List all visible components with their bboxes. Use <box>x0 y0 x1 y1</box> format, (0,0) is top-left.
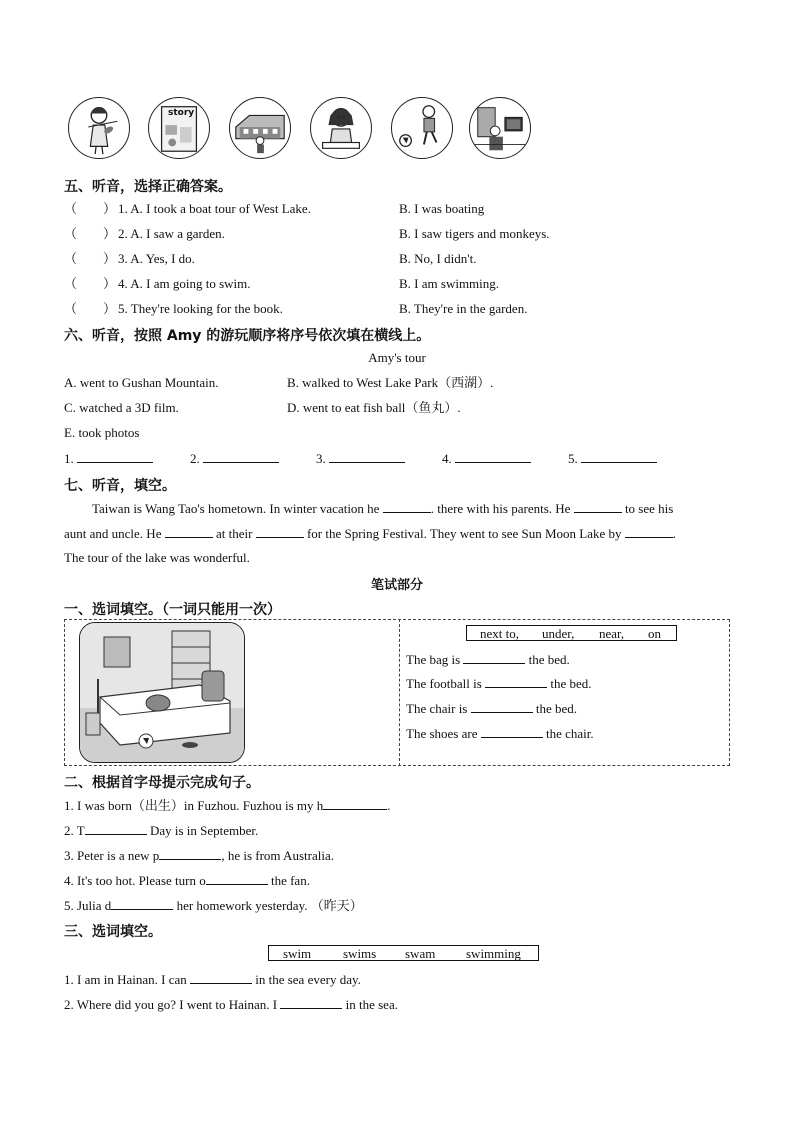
fill-sentence <box>406 725 594 742</box>
answer-line[interactable] <box>323 797 387 810</box>
word-option: next to, <box>480 626 519 641</box>
word-bank-box <box>466 625 677 641</box>
order-blank[interactable] <box>568 450 657 467</box>
answer-line[interactable] <box>383 500 431 513</box>
answer-line[interactable] <box>111 897 173 910</box>
sentence-text: the bed. <box>528 652 570 667</box>
question-option-b: B. I was boating <box>399 201 485 216</box>
answer-line[interactable] <box>203 450 279 463</box>
sentence-text: . <box>387 798 391 813</box>
order-blank-number: 4. <box>442 451 452 466</box>
answer-bracket[interactable]: （ ） <box>64 276 117 291</box>
passage-text: aunt and uncle. He <box>64 526 162 541</box>
section7-heading: 七、听音，填空。 <box>64 478 176 494</box>
written-part-title: 笔试部分 <box>370 578 423 593</box>
boy-football-icon <box>391 97 453 159</box>
answer-line[interactable] <box>190 971 252 984</box>
question-option-b: B. I saw tigers and monkeys. <box>399 226 550 241</box>
order-blank-number: 3. <box>316 451 326 466</box>
order-blank-number: 5. <box>568 451 578 466</box>
passage-text: at their <box>215 526 253 541</box>
answer-line[interactable] <box>329 450 405 463</box>
section5-heading: 五、听音，选择正确答案。 <box>64 179 232 195</box>
tour-option-a: A. went to Gushan Mountain. <box>64 375 219 390</box>
sentence-text: her homework yesterday. （昨天） <box>176 898 363 913</box>
question-option-b: B. No, I didn't. <box>399 251 477 266</box>
fill-sentence <box>406 700 577 717</box>
question-option-b: B. I am swimming. <box>399 276 500 291</box>
word-option: swimming <box>466 946 521 961</box>
question-option-a: 4. A. I am going to swim. <box>118 276 251 291</box>
answer-line[interactable] <box>625 525 673 538</box>
bedroom-picture <box>79 622 245 763</box>
word-option: swims <box>343 946 377 961</box>
sentence-text: the fan. <box>270 873 310 888</box>
answer-line[interactable] <box>485 675 547 688</box>
story-label: story <box>168 108 195 118</box>
passage-text: for the Spring Festival. They went to see Sun Moon Lake by <box>306 526 622 541</box>
written1-heading: 一、选词填空。（一词只能用一次） <box>64 602 281 618</box>
sentence-text: in the sea every day. <box>255 972 361 987</box>
sentence-text: The football is <box>406 676 482 691</box>
answer-line[interactable] <box>77 450 153 463</box>
fill-sentence <box>64 872 310 889</box>
sentence-text: 2. Where did you go? I went to Hainan. I <box>64 997 278 1012</box>
fill-sentence <box>64 996 398 1013</box>
order-blank-number: 2. <box>190 451 200 466</box>
passage-text: to see his <box>624 501 674 516</box>
question-option-b: B. They're in the garden. <box>399 301 528 316</box>
sentence-text: The chair is <box>406 701 468 716</box>
sentence-text: 1. I was born（出生）in Fuzhou. Fuzhou is my h <box>64 798 324 813</box>
order-blank-number: 1. <box>64 451 74 466</box>
storybook-icon <box>148 97 210 159</box>
answer-bracket[interactable]: （ ） <box>64 251 117 266</box>
fill-sentence <box>64 847 334 864</box>
passage-text: . <box>672 526 677 541</box>
sentence-text: the bed. <box>550 676 592 691</box>
school-building-icon <box>229 97 291 159</box>
table-divider <box>399 619 400 766</box>
written2-heading: 二、根据首字母提示完成句子。 <box>64 775 260 791</box>
passage-line-1 <box>92 500 673 517</box>
tour-option-b: B. walked to West Lake Park（西湖）. <box>287 375 494 390</box>
fill-sentence <box>406 651 570 668</box>
answer-line[interactable] <box>574 500 622 513</box>
answer-line[interactable] <box>581 450 657 463</box>
sentence-text: the chair. <box>545 726 594 741</box>
answer-line[interactable] <box>280 996 342 1009</box>
sentence-text: 5. Julia d <box>64 898 112 913</box>
tv-room-icon <box>469 97 531 159</box>
answer-line[interactable] <box>471 700 533 713</box>
passage-text: Taiwan is Wang Tao's hometown. In winter vacation he <box>92 501 380 516</box>
sentence-text: Day is in September. <box>149 823 259 838</box>
fill-sentence <box>64 797 391 814</box>
answer-line[interactable] <box>455 450 531 463</box>
question-option-a: 3. A. Yes, I do. <box>118 251 195 266</box>
answer-bracket[interactable]: （ ） <box>64 201 117 216</box>
question-option-a: 1. A. I took a boat tour of West Lake. <box>118 201 311 216</box>
tour-option-d: D. went to eat fish ball（鱼丸）. <box>287 400 461 415</box>
sentence-text: in the sea. <box>345 997 398 1012</box>
sentence-text: 1. I am in Hainan. I can <box>64 972 187 987</box>
fill-sentence <box>64 897 363 914</box>
fill-sentence <box>406 675 591 692</box>
word-option: near, <box>599 626 625 641</box>
order-blank[interactable] <box>190 450 279 467</box>
passage-text: . there with his parents. He <box>430 501 571 516</box>
sentence-text: 4. It's too hot. Please turn o <box>64 873 206 888</box>
word-bank-box <box>268 945 539 961</box>
answer-line[interactable] <box>481 725 543 738</box>
girl-writing-icon <box>310 97 372 159</box>
tour-title: Amy's tour <box>368 350 426 365</box>
passage-line-2 <box>64 525 676 542</box>
sentence-text: The bag is <box>406 652 461 667</box>
answer-line[interactable] <box>159 847 221 860</box>
question-option-a: 5. They're looking for the book. <box>118 301 283 316</box>
answer-line[interactable] <box>165 525 213 538</box>
order-blank[interactable] <box>442 450 531 467</box>
fill-sentence <box>64 971 361 988</box>
answer-line[interactable] <box>85 822 147 835</box>
passage-line-3: The tour of the lake was wonderful. <box>64 550 250 565</box>
sentence-text: The shoes are <box>406 726 478 741</box>
word-option: on <box>648 626 661 641</box>
girl-violin-icon <box>68 97 130 159</box>
answer-bracket[interactable]: （ ） <box>64 301 117 316</box>
sentence-text: 3. Peter is a new p <box>64 848 160 863</box>
sentence-text: 2. T <box>64 823 85 838</box>
word-option: swim <box>283 946 312 961</box>
answer-line[interactable] <box>463 651 525 664</box>
sentence-text: the bed. <box>535 701 578 716</box>
answer-bracket[interactable]: （ ） <box>64 226 117 241</box>
order-blank[interactable] <box>64 450 153 467</box>
answer-line[interactable] <box>256 525 304 538</box>
word-option: swam <box>405 946 436 961</box>
fill-sentence <box>64 822 258 839</box>
sentence-text: , he is from Australia. <box>221 848 334 863</box>
word-option: under, <box>542 626 575 641</box>
section6-heading: 六、听音，按照 Amy 的游玩顺序将序号依次填在横线上。 <box>64 328 431 344</box>
question-option-a: 2. A. I saw a garden. <box>118 226 225 241</box>
tour-option-e: E. took photos <box>64 425 140 440</box>
answer-line[interactable] <box>206 872 268 885</box>
written3-heading: 三、选词填空。 <box>64 924 162 940</box>
tour-option-c: C. watched a 3D film. <box>64 400 179 415</box>
order-blank[interactable] <box>316 450 405 467</box>
